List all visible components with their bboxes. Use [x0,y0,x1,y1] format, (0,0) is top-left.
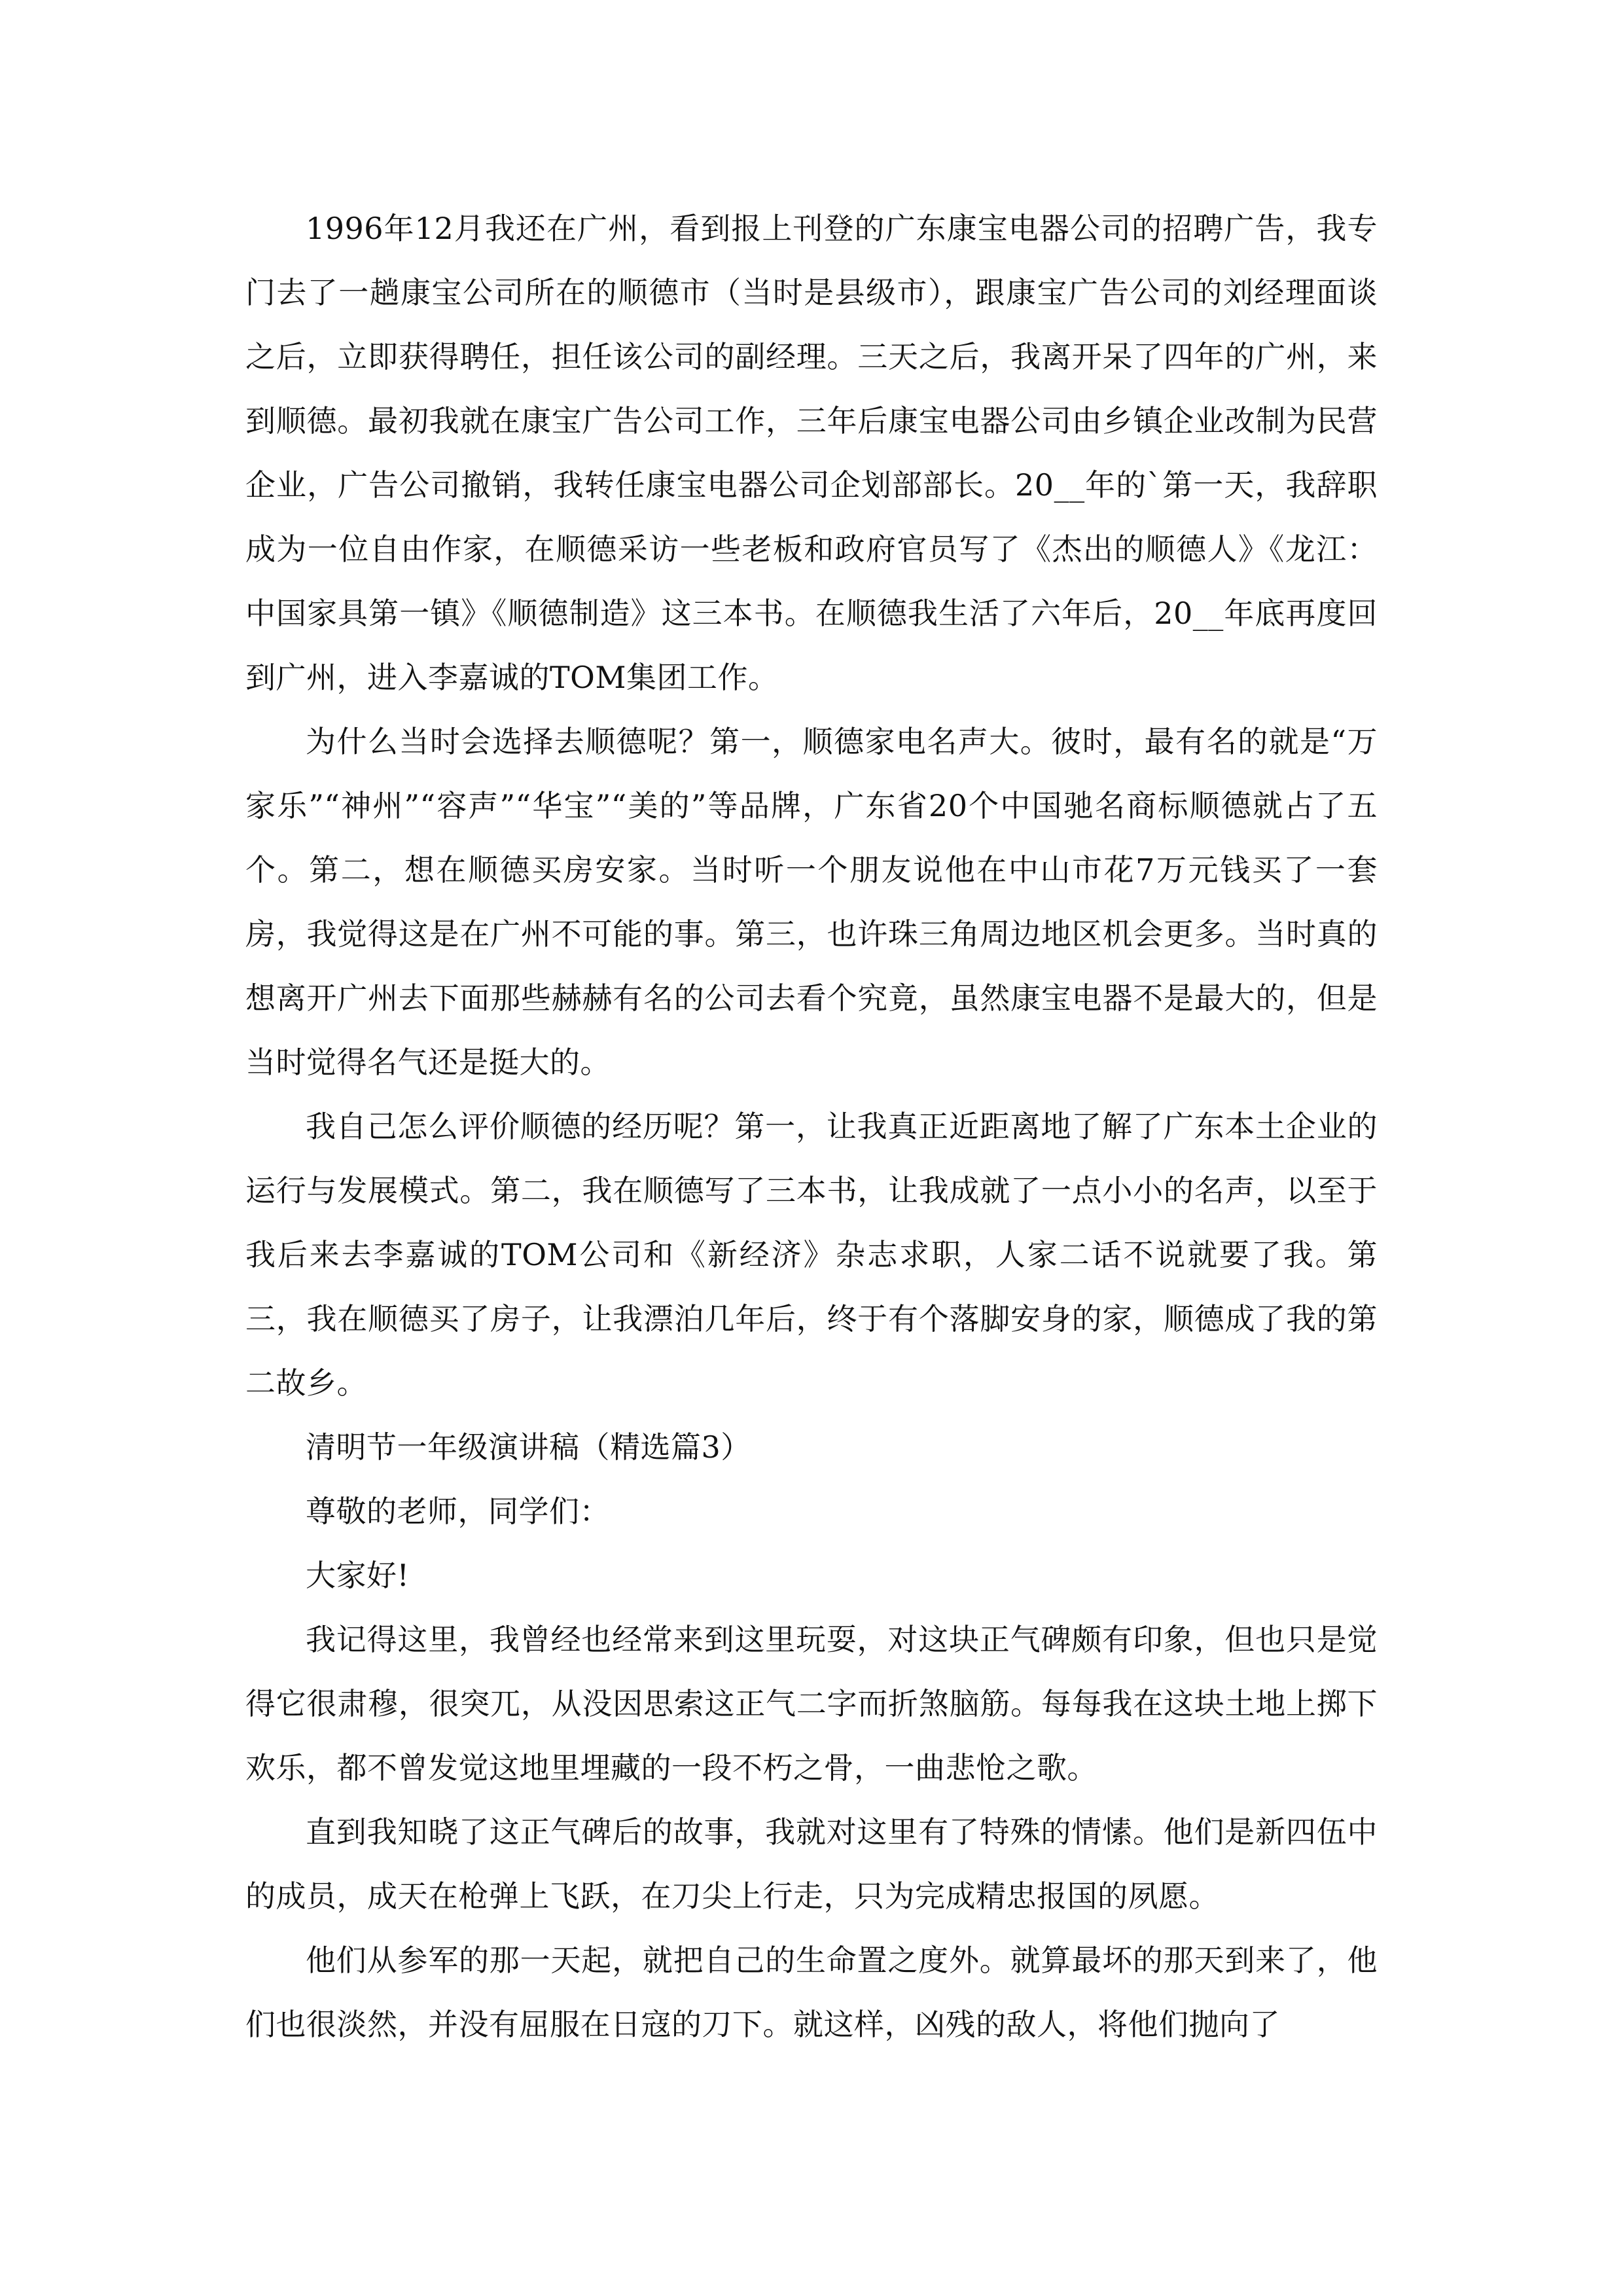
speech-greeting: 大家好! [306,1558,410,1593]
document-body [245,196,1378,2056]
speech-title: 清明节一年级演讲稿（精选篇3） [306,1429,751,1465]
speech-salutation: 尊敬的老师，同学们： [306,1494,610,1529]
paragraph-memory: 我记得这里，我曾经也经常来到这里玩耍，对这块正气碑颇有印象，但也只是觉得它很肃穆，很突兀，从没因思索这正气二字而折煞脑筋。每每我在这块土地上掷下欢乐，都不曾发觉这地里埋藏的一段不朽之骨，一曲悲怆之歌。 [245,1622,1378,1785]
paragraph-why-shunde: 为什么当时会选择去顺德呢？第一，顺德家电名声大。彼时，最有名的就是“万家乐”“神州”“容声”“华宝”“美的”等品牌，广东省20个中国驰名商标顺德就占了五个。第二，想在顺德买房安家。当时听一个朋友说他在中山市花7万元钱买了一套房，我觉得这是在广州不可能的事。第三，也许珠三角周边地区机会更多。当时真的想离开广州去下面那些赫赫有名的公司去看个究竟，虽然康宝电器不是最大的，但是当时觉得名气还是挺大的。 [245,724,1378,1080]
paragraph-sacrifice: 他们从参军的那一天起，就把自己的生命置之度外。就算最坏的那天到来了，他们也很淡然，并没有屈服在日寇的刀下。就这样，凶残的敌人，将他们抛向了 [245,1943,1378,2042]
paragraph-story: 直到我知晓了这正气碑后的故事，我就对这里有了特殊的情愫。他们是新四伍中的成员，成天在枪弹上飞跃，在刀尖上行走，只为完成精忠报国的夙愿。 [245,1814,1378,1914]
paragraph-shunde-career: 1996年12月我还在广州，看到报上刊登的广东康宝电器公司的招聘广告，我专门去了一趟康宝公司所在的顺德市（当时是县级市），跟康宝广告公司的刘经理面谈之后，立即获得聘任，担任该公司的副经理。三天之后，我离开呆了四年的广州，来到顺德。最初我就在康宝广告公司工作，三年后康宝电器公司由乡镇企业改制为民营企业，广告公司撤销，我转任康宝电器公司企划部部长。20__年的`第一天，我辞职成为一位自由作家，在顺德采访一些老板和政府官员写了《杰出的顺德人》《龙江：中国家具第一镇》《顺德制造》这三本书。在顺德我生活了六年后，20__年底再度回到广州，进入李嘉诚的TOM集团工作。 [245,211,1378,695]
paragraph-evaluation: 我自己怎么评价顺德的经历呢？第一，让我真正近距离地了解了广东本土企业的运行与发展模式。第二，我在顺德写了三本书，让我成就了一点小小的名声，以至于我后来去李嘉诚的TOM公司和《新经济》杂志求职，人家二话不说就要了我。第三，我在顺德买了房子，让我漂泊几年后，终于有个落脚安身的家，顺德成了我的第二故乡。 [245,1109,1378,1401]
